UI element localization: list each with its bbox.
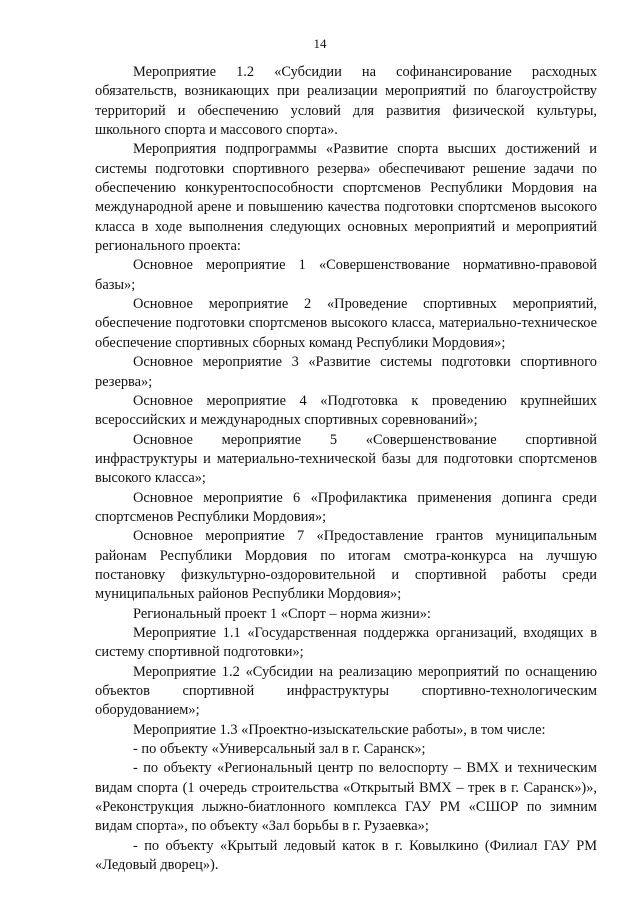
paragraph: Основное мероприятие 5 «Совершенствование спортивной инфраструктуры и материально-технической базы для подготовки спортсменов высокого класса»; — [95, 431, 597, 487]
paragraph: Основное мероприятие 6 «Профилактика применения допинга среди спортсменов Республики Мордовия»; — [95, 489, 597, 525]
paragraph: Основное мероприятие 2 «Проведение спортивных мероприятий, обеспечение подготовки спортсменов высокого класса, материально-техническое обеспечение спортивных сборных команд Республики Мордовия»; — [95, 296, 597, 351]
paragraph: Основное мероприятие 3 «Развитие системы подготовки спортивного резерва»; — [95, 354, 597, 390]
paragraph: Мероприятие 1.2 «Субсидии на софинансирование расходных обязательств, возникающих при реализации мероприятий по благоустройству территорий и обеспечению условий для развития физической культуры, школьного спорта и массового спорта». — [95, 64, 597, 139]
paragraph: Основное мероприятие 1 «Совершенствование нормативно-правовой базы»; — [95, 257, 597, 293]
paragraph: Основное мероприятие 7 «Предоставление грантов муниципальным районам Республики Мордовия по итогам смотра-конкурса на лучшую постановку физкультурно-оздоровительной и спортивной работы среди муниципальных районов Республики Мордовия»; — [95, 528, 597, 603]
paragraph: Мероприятие 1.3 «Проектно-изыскательские работы», в том числе: — [133, 721, 546, 738]
document-body — [95, 63, 597, 875]
paragraph: Мероприятие 1.2 «Субсидии на реализацию мероприятий по оснащению объектов спортивной инфраструктуры спортивно-технологическим оборудованием»; — [95, 663, 597, 719]
list-item: - по объекту «Крытый ледовый каток в г. Ковылкино (Филиал ГАУ РМ «Ледовый дворец»). — [95, 837, 597, 874]
list-item: - по объекту «Универсальный зал в г. Саранск»; — [133, 741, 426, 758]
paragraph: Основное мероприятие 4 «Подготовка к проведению крупнейших всероссийских и международных спортивных соревнований»; — [95, 392, 597, 429]
page-number: 14 — [313, 36, 327, 51]
paragraph: Мероприятия подпрограммы «Развитие спорта высших достижений и системы подготовки спортивного резерва» обеспечивают решение задачи по обеспечению конкурентоспособности спортсменов Республики Мордовия на международной арене и повышению качества подготовки спортсменов высокого класса в ходе выполнения следующих основных мероприятий и мероприятий регионального проекта: — [95, 141, 597, 255]
paragraph: Региональный проект 1 «Спорт – норма жизни»: — [133, 605, 431, 622]
paragraph: Мероприятие 1.1 «Государственная поддержка организаций, входящих в систему спортивной подготовки»; — [95, 624, 597, 661]
list-item: - по объекту «Региональный центр по велоспорту – ВМХ и техническим видам спорта (1 очередь строительства «Открытый ВМХ – трек в г. Саранск»)», «Реконструкция лыжно-биатлонного комплекса ГАУ РМ «СШОР по зимним видам спорта», по объекту «Зал борьбы в г. Рузаевка»; — [95, 760, 597, 835]
